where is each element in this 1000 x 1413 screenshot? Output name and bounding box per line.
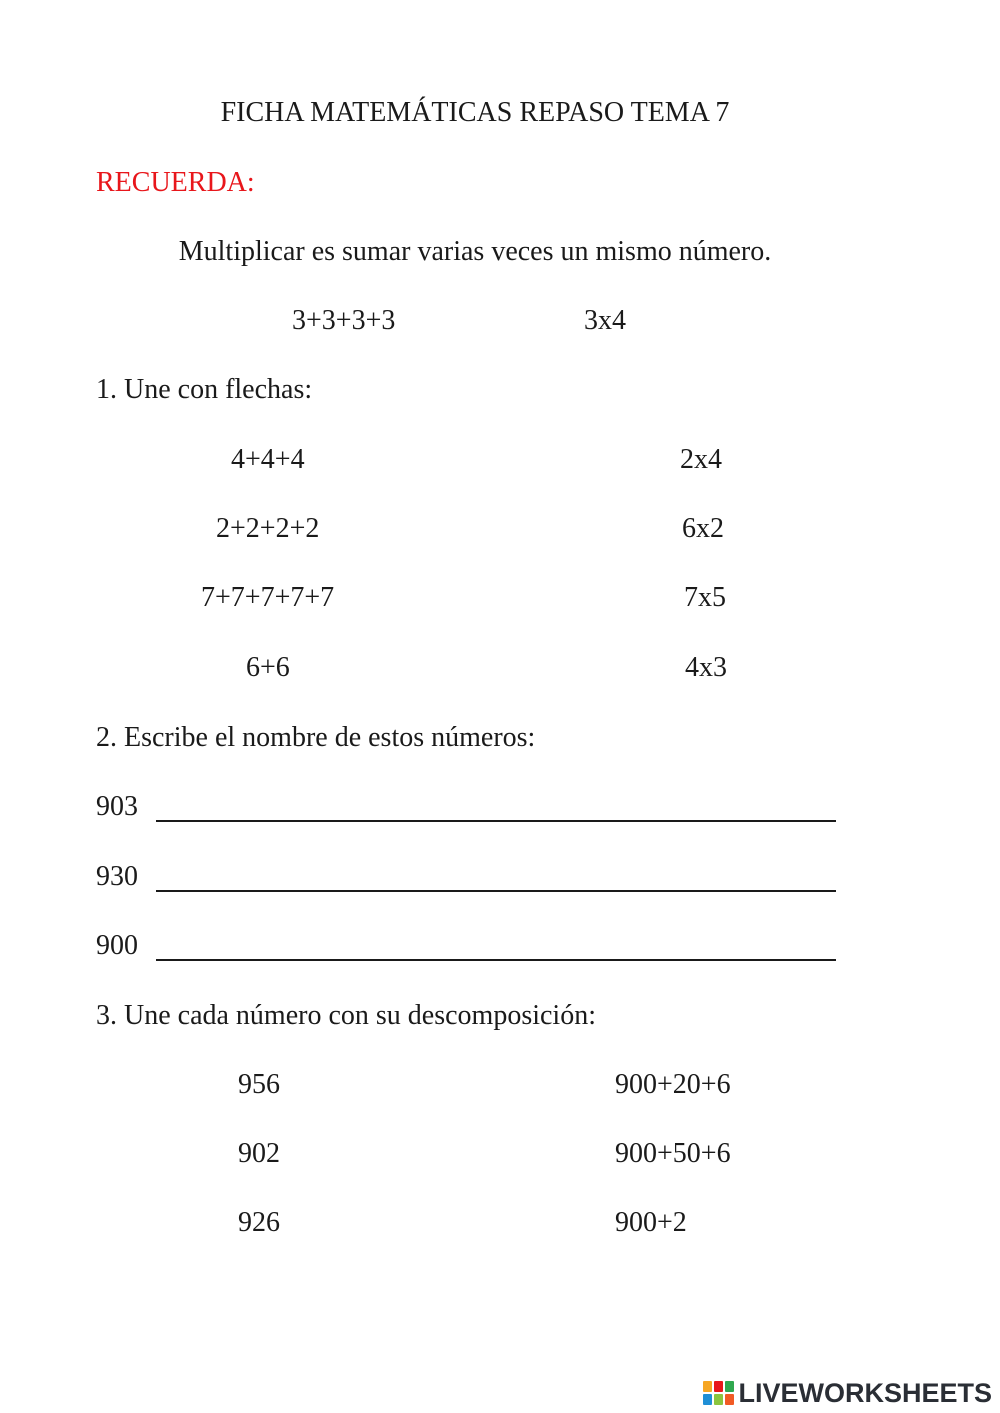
- worksheet-title: FICHA MATEMÁTICAS REPASO TEMA 7: [220, 97, 730, 128]
- logo-square: [714, 1394, 723, 1405]
- ex1-right-item[interactable]: 7x5: [684, 582, 726, 613]
- ex2-answer-line[interactable]: [156, 820, 836, 822]
- ex1-right-item[interactable]: 2x4: [680, 444, 722, 475]
- ex3-right-item[interactable]: 900+2: [615, 1207, 687, 1238]
- ex2-number: 930: [96, 861, 138, 892]
- logo-square: [725, 1381, 734, 1392]
- ex1-left-item[interactable]: 7+7+7+7+7: [201, 582, 335, 613]
- exercise2-heading: 2. Escribe el nombre de estos números:: [96, 722, 536, 753]
- ex1-right-item[interactable]: 4x3: [685, 652, 727, 683]
- ex2-answer-line[interactable]: [156, 890, 836, 892]
- ex2-number: 900: [96, 930, 138, 961]
- exercise3-heading: 3. Une cada número con su descomposición:: [96, 1000, 596, 1031]
- liveworksheets-logo: [703, 1378, 992, 1408]
- logo-icon: [703, 1381, 734, 1405]
- rule-text: Multiplicar es sumar varias veces un mismo número.: [178, 236, 772, 267]
- logo-square: [714, 1381, 723, 1392]
- ex2-answer-line[interactable]: [156, 959, 836, 961]
- ex3-right-item[interactable]: 900+20+6: [615, 1069, 731, 1100]
- ex1-right-item[interactable]: 6x2: [682, 513, 724, 544]
- example-sum: 3+3+3+3: [292, 305, 396, 336]
- ex1-left-item[interactable]: 6+6: [246, 652, 290, 683]
- ex3-left-item[interactable]: 956: [238, 1069, 280, 1100]
- ex1-left-item[interactable]: 4+4+4: [231, 444, 305, 475]
- ex3-left-item[interactable]: 926: [238, 1207, 280, 1238]
- logo-text: LIVEWORKSHEETS: [738, 1377, 992, 1408]
- exercise1-heading: 1. Une con flechas:: [96, 374, 313, 405]
- example-product: 3x4: [584, 305, 626, 336]
- ex3-left-item[interactable]: 902: [238, 1138, 280, 1169]
- recuerda-label: RECUERDA:: [96, 167, 255, 198]
- logo-square: [725, 1394, 734, 1405]
- logo-square: [703, 1394, 712, 1405]
- ex2-number: 903: [96, 791, 138, 822]
- ex3-right-item[interactable]: 900+50+6: [615, 1138, 731, 1169]
- logo-square: [703, 1381, 712, 1392]
- ex1-left-item[interactable]: 2+2+2+2: [216, 513, 320, 544]
